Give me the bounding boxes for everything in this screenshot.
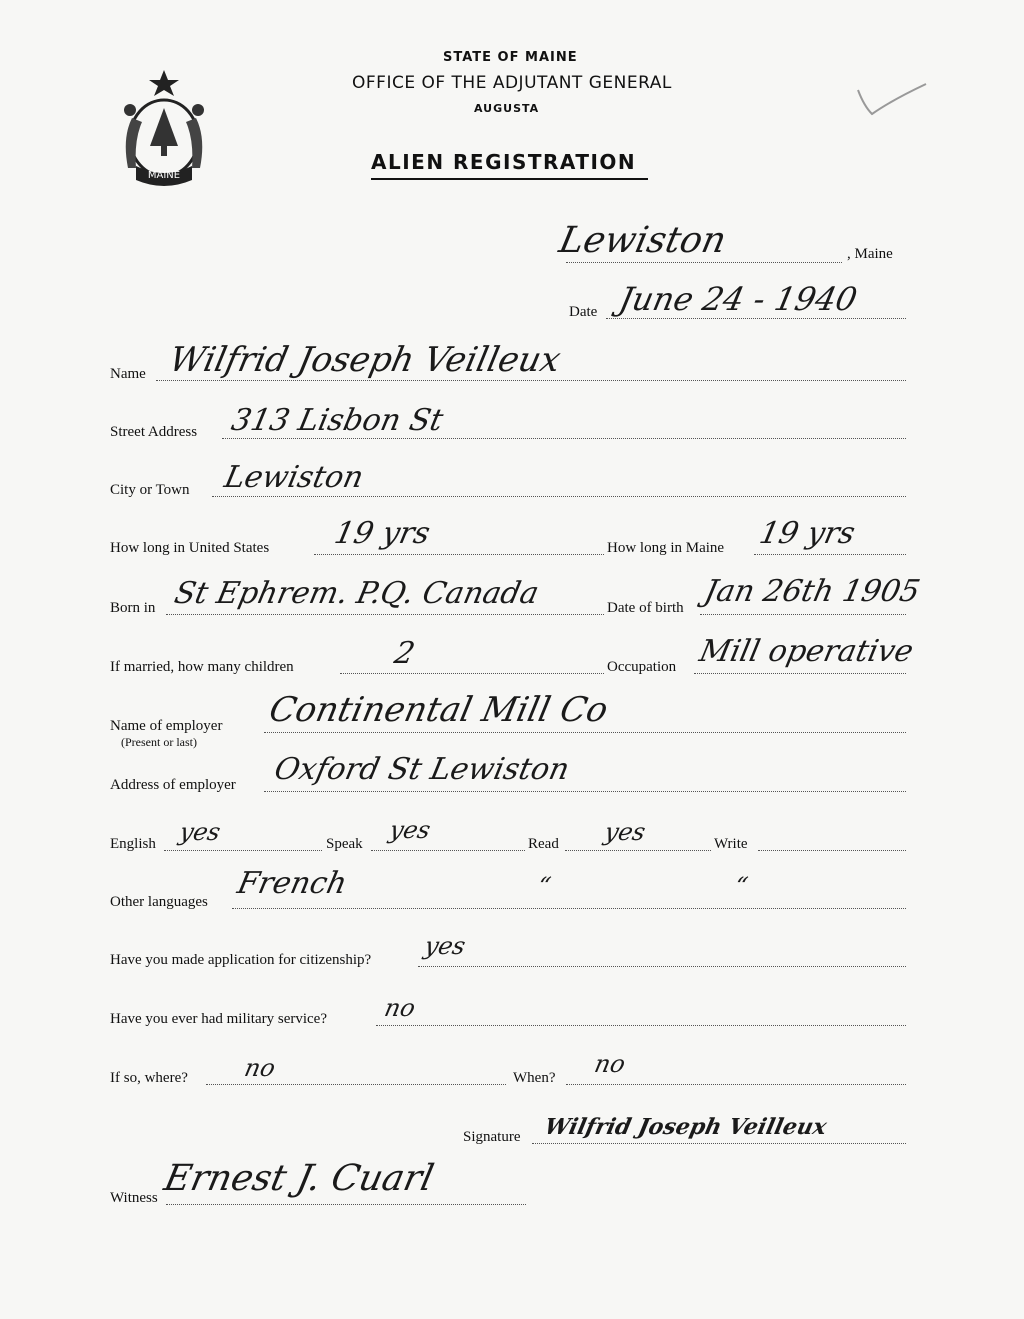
citizenship-value: yes — [422, 932, 469, 960]
city-value: Lewiston — [221, 460, 367, 495]
signature-label: Signature — [463, 1129, 521, 1145]
employer-label: Name of employer — [110, 718, 223, 734]
city-heading: AUGUSTA — [474, 102, 540, 115]
witness-line — [166, 1204, 526, 1205]
employer-sublabel: (Present or last) — [121, 735, 197, 749]
employer-address-value: Oxford St Lewiston — [271, 752, 573, 787]
ditto-mark-1: “ — [535, 872, 554, 900]
read-label: Read — [528, 836, 559, 852]
state-heading: STATE OF MAINE — [443, 50, 578, 65]
date-of-birth-value: Jan 26th 1905 — [701, 574, 923, 609]
how-long-maine-label: How long in Maine — [607, 540, 725, 556]
children-value: 2 — [391, 636, 418, 671]
street-value: 313 Lisbon St — [228, 403, 447, 438]
occupation-value: Mill operative — [696, 634, 917, 669]
military-value: no — [382, 994, 418, 1022]
born-in-line — [166, 614, 604, 615]
how-long-maine-value: 19 yrs — [756, 516, 859, 551]
form-title: ALIEN REGISTRATION — [371, 150, 637, 174]
english-value: yes — [177, 818, 224, 846]
write-label: Write — [714, 836, 748, 852]
military-line — [376, 1025, 906, 1026]
employer-address-label: Address of employer — [110, 777, 236, 793]
place-line — [566, 262, 842, 263]
where-value: no — [242, 1054, 278, 1082]
city-line — [212, 496, 906, 497]
name-value: Wilfrid Joseph Veilleux — [165, 340, 565, 380]
ditto-mark-2: “ — [732, 872, 751, 900]
when-label: When? — [513, 1070, 556, 1086]
date-value: June 24 - 1940 — [615, 280, 861, 318]
state-seal-icon — [108, 68, 220, 192]
english-label: English — [110, 836, 156, 852]
employer-address-line — [264, 791, 906, 792]
witness-label: Witness — [110, 1190, 158, 1206]
other-languages-line — [232, 908, 906, 909]
signature-line — [532, 1143, 906, 1144]
city-label: City or Town — [110, 482, 190, 498]
when-line — [566, 1084, 906, 1085]
where-label: If so, where? — [110, 1070, 188, 1086]
street-line — [222, 438, 906, 439]
when-value: no — [592, 1050, 628, 1078]
date-of-birth-line — [700, 614, 906, 615]
english-line — [164, 850, 322, 851]
speak-line — [371, 850, 525, 851]
read-value: yes — [602, 818, 649, 846]
street-label: Street Address — [110, 424, 198, 440]
speak-label: Speak — [326, 836, 363, 852]
where-line — [206, 1084, 506, 1085]
name-label: Name — [110, 366, 146, 382]
children-label: If married, how many children — [110, 659, 294, 675]
title-underline — [371, 178, 648, 180]
children-line — [340, 673, 604, 674]
place-value: Lewiston — [555, 220, 730, 261]
citizenship-line — [418, 966, 906, 967]
how-long-us-label: How long in United States — [110, 540, 270, 556]
how-long-maine-line — [754, 554, 906, 555]
witness-value: Ernest J. Cuarl — [160, 1158, 438, 1199]
citizenship-label: Have you made application for citizenship? — [110, 952, 372, 968]
date-label: Date — [569, 304, 598, 320]
how-long-us-line — [314, 554, 604, 555]
other-languages-value: French — [234, 866, 351, 901]
read-line — [565, 850, 711, 851]
signature-value: Wilfrid Joseph Veilleux — [542, 1114, 829, 1140]
occupation-label: Occupation — [607, 659, 677, 675]
date-of-birth-label: Date of birth — [607, 600, 684, 616]
date-line — [606, 318, 906, 319]
check-mark-icon — [850, 80, 930, 120]
occupation-line — [694, 673, 906, 674]
born-in-label: Born in — [110, 600, 156, 616]
office-heading: OFFICE OF THE ADJUTANT GENERAL — [352, 73, 672, 93]
born-in-value: St Ephrem. P.Q. Canada — [171, 576, 542, 611]
write-line — [758, 850, 906, 851]
name-line — [156, 380, 906, 381]
employer-value: Continental Mill Co — [265, 690, 612, 730]
place-suffix: , Maine — [847, 246, 893, 262]
how-long-us-value: 19 yrs — [331, 516, 434, 551]
military-label: Have you ever had military service? — [110, 1011, 327, 1027]
svg-text:MAINE: MAINE — [147, 170, 181, 181]
other-languages-label: Other languages — [110, 894, 208, 910]
employer-line — [264, 732, 906, 733]
speak-value: yes — [387, 816, 434, 844]
